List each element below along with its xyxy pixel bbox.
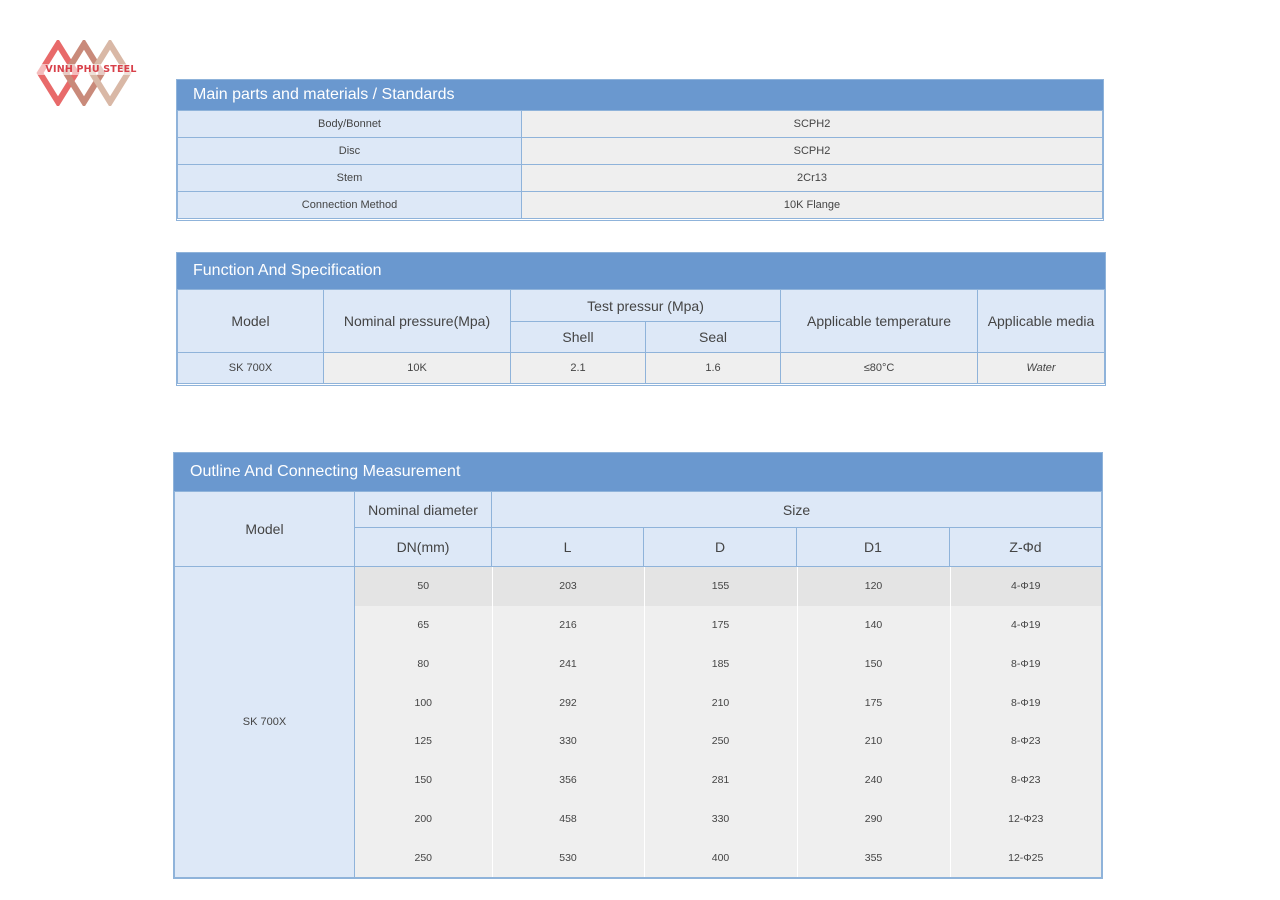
dim-d-cell: 281 bbox=[644, 761, 797, 800]
header-size: Size bbox=[492, 492, 1102, 528]
dim-dn-cell: 150 bbox=[355, 761, 492, 800]
logo-text: VINH PHU STEEL bbox=[36, 64, 146, 75]
dim-zd-cell: 8-Φ19 bbox=[950, 683, 1101, 722]
header-seal: Seal bbox=[646, 322, 781, 353]
material-value: SCPH2 bbox=[522, 111, 1103, 138]
material-label: Disc bbox=[178, 138, 522, 165]
materials-panel bbox=[176, 79, 1104, 221]
dim-dn-cell: 65 bbox=[355, 606, 492, 645]
dim-d-cell: 250 bbox=[644, 722, 797, 761]
dim-zd-cell: 8-Φ23 bbox=[950, 722, 1101, 761]
outline-table bbox=[174, 491, 1102, 878]
dim-d1-cell: 150 bbox=[797, 645, 950, 684]
dim-dn-cell: 125 bbox=[355, 722, 492, 761]
outline-title: Outline And Connecting Measurement bbox=[174, 453, 1102, 491]
company-logo bbox=[36, 40, 146, 106]
spec-temperature: ≤80°C bbox=[781, 353, 978, 384]
table-row bbox=[355, 645, 1101, 684]
dim-d-cell: 175 bbox=[644, 606, 797, 645]
dim-l-cell: 356 bbox=[492, 761, 644, 800]
dim-zd-cell: 8-Φ19 bbox=[950, 645, 1101, 684]
dim-d1-cell: 175 bbox=[797, 683, 950, 722]
header-model: Model bbox=[175, 492, 355, 567]
table-row bbox=[355, 838, 1101, 877]
dim-dn-cell: 250 bbox=[355, 838, 492, 877]
function-title: Function And Specification bbox=[177, 253, 1105, 289]
dim-d-cell: 210 bbox=[644, 683, 797, 722]
material-value: 10K Flange bbox=[522, 192, 1103, 219]
dim-zd-cell: 8-Φ23 bbox=[950, 761, 1101, 800]
table-row bbox=[355, 567, 1101, 606]
spec-shell: 2.1 bbox=[511, 353, 646, 384]
materials-table bbox=[177, 110, 1103, 219]
header-media: Applicable media bbox=[978, 290, 1105, 353]
dim-d1-cell: 140 bbox=[797, 606, 950, 645]
dim-l-cell: 330 bbox=[492, 722, 644, 761]
dim-l-cell: 216 bbox=[492, 606, 644, 645]
header-nominal-pressure: Nominal pressure(Mpa) bbox=[324, 290, 511, 353]
materials-title: Main parts and materials / Standards bbox=[177, 80, 1103, 110]
dim-d-cell: 185 bbox=[644, 645, 797, 684]
header-d: D bbox=[644, 528, 797, 567]
dim-d-cell: 330 bbox=[644, 800, 797, 839]
spec-model: SK 700X bbox=[178, 353, 324, 384]
dim-d-cell: 400 bbox=[644, 838, 797, 877]
dim-d1-cell: 290 bbox=[797, 800, 950, 839]
table-row bbox=[178, 192, 1103, 219]
material-value: SCPH2 bbox=[522, 138, 1103, 165]
outline-panel bbox=[173, 452, 1103, 879]
dim-l-cell: 241 bbox=[492, 645, 644, 684]
material-value: 2Cr13 bbox=[522, 165, 1103, 192]
material-label: Connection Method bbox=[178, 192, 522, 219]
dim-l-cell: 458 bbox=[492, 800, 644, 839]
table-row bbox=[178, 111, 1103, 138]
dim-d1-cell: 240 bbox=[797, 761, 950, 800]
spec-seal: 1.6 bbox=[646, 353, 781, 384]
table-row bbox=[178, 353, 1105, 384]
header-dn: DN(mm) bbox=[355, 528, 492, 567]
outline-model: SK 700X bbox=[175, 567, 355, 878]
table-row bbox=[178, 165, 1103, 192]
material-label: Stem bbox=[178, 165, 522, 192]
dim-zd-cell: 4-Φ19 bbox=[950, 606, 1101, 645]
dimension-table bbox=[355, 567, 1101, 877]
header-model: Model bbox=[178, 290, 324, 353]
dim-dn-cell: 50 bbox=[355, 567, 492, 606]
dim-zd-cell: 12-Φ25 bbox=[950, 838, 1101, 877]
header-l: L bbox=[492, 528, 644, 567]
header-d1: D1 bbox=[797, 528, 950, 567]
dim-dn-cell: 200 bbox=[355, 800, 492, 839]
table-row bbox=[355, 800, 1101, 839]
header-zd: Z-Φd bbox=[950, 528, 1102, 567]
material-label: Body/Bonnet bbox=[178, 111, 522, 138]
dim-l-cell: 203 bbox=[492, 567, 644, 606]
dim-dn-cell: 100 bbox=[355, 683, 492, 722]
table-row bbox=[355, 683, 1101, 722]
dim-zd-cell: 12-Φ23 bbox=[950, 800, 1101, 839]
table-row bbox=[355, 606, 1101, 645]
dim-zd-cell: 4-Φ19 bbox=[950, 567, 1101, 606]
header-temperature: Applicable temperature bbox=[781, 290, 978, 353]
dim-l-cell: 292 bbox=[492, 683, 644, 722]
dim-d1-cell: 120 bbox=[797, 567, 950, 606]
spec-media: Water bbox=[978, 353, 1105, 384]
function-panel bbox=[176, 252, 1106, 386]
table-row bbox=[355, 761, 1101, 800]
dim-dn-cell: 80 bbox=[355, 645, 492, 684]
header-shell: Shell bbox=[511, 322, 646, 353]
table-row bbox=[355, 722, 1101, 761]
spec-nominal-pressure: 10K bbox=[324, 353, 511, 384]
dim-l-cell: 530 bbox=[492, 838, 644, 877]
dim-d1-cell: 355 bbox=[797, 838, 950, 877]
header-nominal-diameter: Nominal diameter bbox=[355, 492, 492, 528]
function-table bbox=[177, 289, 1105, 384]
dim-d-cell: 155 bbox=[644, 567, 797, 606]
table-row bbox=[178, 138, 1103, 165]
dimension-body bbox=[355, 567, 1102, 878]
dim-d1-cell: 210 bbox=[797, 722, 950, 761]
header-test-pressure: Test pressur (Mpa) bbox=[511, 290, 781, 322]
